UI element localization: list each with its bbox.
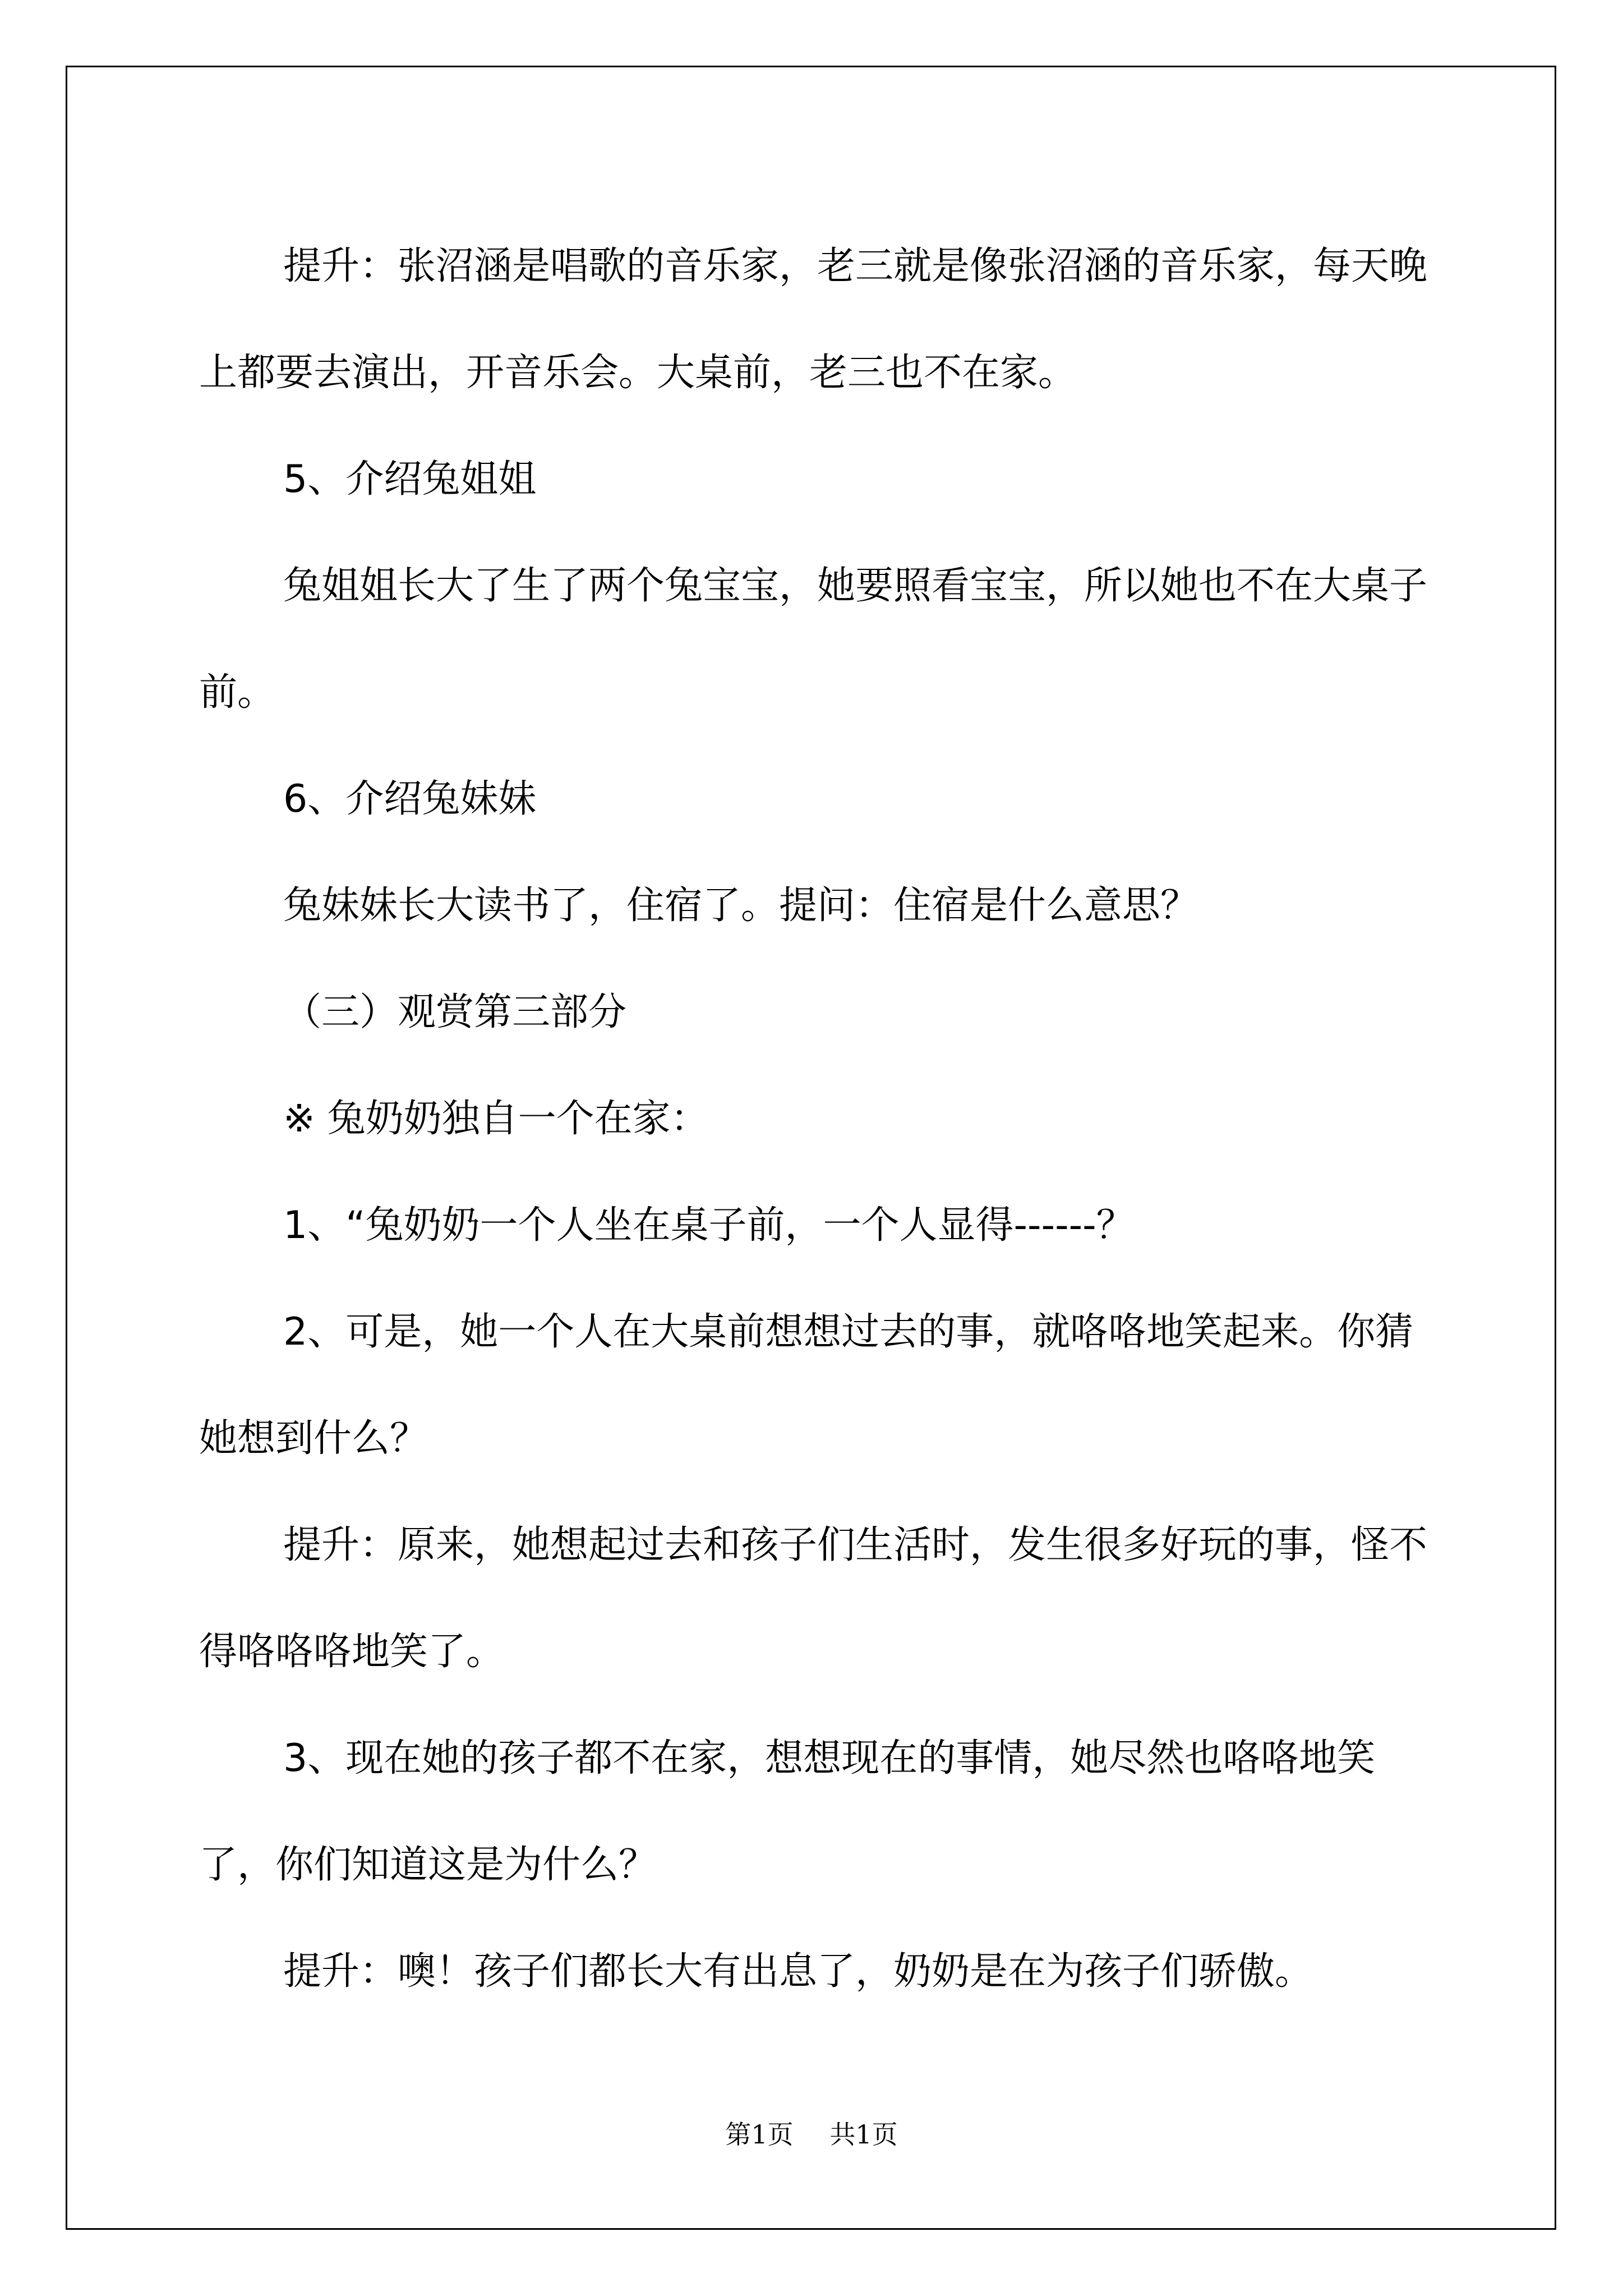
- paragraph: ※ 兔奶奶独自一个在家：: [283, 1097, 709, 1141]
- paragraph: 1、“兔奶奶一个人坐在桌子前，一个人显得------？: [283, 1203, 1135, 1248]
- paragraph: （三）观赏第三部分: [283, 990, 627, 1034]
- document-body: [199, 213, 1427, 2025]
- paragraph: 2、可是，她一个人在大桌前想想过去的事，就咯咯地笑起来。你猜她想到什么？: [199, 1310, 1414, 1461]
- paragraph: 3、现在她的孩子都不在家，想想现在的事情，她尽然也咯咯地笑了，你们知道这是为什么？: [199, 1736, 1376, 1887]
- paragraph: 提升：噢！孩子们都长大有出息了，奶奶是在为孩子们骄傲。: [283, 1949, 1313, 1994]
- page-footer: [0, 2118, 1623, 2151]
- paragraph: 兔妹妹长大读书了，住宿了。提问：住宿是什么意思？: [283, 884, 1199, 928]
- page-number-current: 第1页: [725, 2119, 794, 2150]
- paragraph: 提升：张沼涵是唱歌的音乐家，老三就是像张沼涵的音乐家，每天晚上都要去演出，开音乐会。大桌前，老三也不在家。: [199, 244, 1428, 395]
- paragraph: 兔姐姐长大了生了两个兔宝宝，她要照看宝宝，所以她也不在大桌子前。: [199, 564, 1428, 715]
- paragraph: 5、介绍兔姐姐: [283, 457, 537, 501]
- page-number-total: 共1页: [829, 2119, 898, 2150]
- paragraph: 6、介绍兔妹妹: [283, 777, 537, 821]
- paragraph: 提升：原来，她想起过去和孩子们生活时，发生很多好玩的事，怪不得咯咯咯地笑了。: [199, 1523, 1428, 1674]
